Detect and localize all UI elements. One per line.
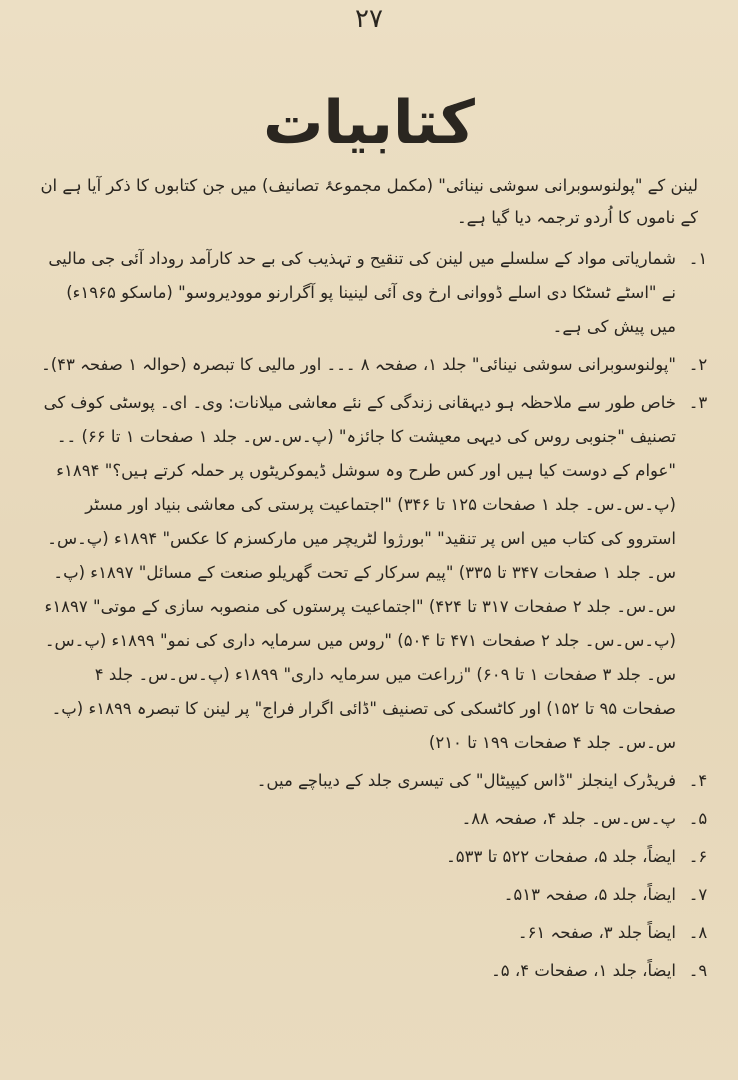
item-number: ۳۔ (688, 393, 708, 412)
item-number: ۶۔ (688, 847, 708, 866)
item-text: ایضاً جلد ۳، صفحہ ۶۱۔ (517, 923, 676, 942)
page-number: ۲۷ (355, 4, 383, 34)
list-item (28, 764, 720, 798)
item-text: ایضاً، جلد ۱، صفحات ۴، ۵۔ (491, 961, 676, 980)
item-number: ۸۔ (688, 923, 708, 942)
bibliography-list (28, 242, 720, 992)
item-number: ۱۔ (688, 249, 708, 268)
item-text: خاص طور سے ملاحظہ ہو دیہقانی زندگی کے نئے معاشی میلانات: وی۔ ای۔ پوسٹی کوف کی تصنیف "جنوبی روس کی دیہی معیشت کا جائزہ" (پ۔س۔س۔ جلد ۱ صفحات ۱ تا ۶۶) ۔۔ "عوام کے دوست کیا ہیں اور کس طرح وہ سوشل ڈیموکریٹوں پر حملہ کرتے ہیں؟" ۱۸۹۴ء (پ۔س۔س۔ جلد ۱ صفحات ۱۲۵ تا ۳۴۶) "اجتماعیت پرستی کی معاشی بنیاد اور مسٹر استروو کی کتاب میں اس پر تنقید" "بورژوا لٹریچر میں مارکسزم کا عکس" ۱۸۹۴ء (پ۔س۔س۔ جلد ۱ صفحات ۳۴۷ تا ۳۳۵) "پیم سرکار کے تحت گھریلو صنعت کے مسائل" ۱۸۹۷ء (پ۔س۔س۔ جلد ۲ صفحات ۳۱۷ تا ۴۲۴) "اجتماعیت پرستوں کی منصوبہ سازی کے موتی" ۱۸۹۷ء (پ۔س۔س۔ جلد ۲ صفحات ۴۷۱ تا ۵۰۴) "روس میں سرمایہ داری کی نمو" ۱۸۹۹ء (پ۔س۔س۔ جلد ۳ صفحات ۱ تا ۶۰۹) "زراعت میں سرمایہ داری" ۱۸۹۹ء (پ۔س۔س۔ جلد ۴ صفحات ۹۵ تا ۱۵۲) اور کاٹسکی کی تصنیف "ڈائی اگرار فراج" پر لینن کا تبصرہ ۱۸۹۹ء (پ۔س۔س۔ جلد ۴ صفحات ۱۹۹ تا ۲۱۰) (43, 393, 676, 752)
list-item (28, 878, 720, 912)
item-text: "پولنوسوبرانی سوشی نینائی" جلد ۱، صفحہ ۸ ۔۔۔ اور مالیی کا تبصرہ (حوالہ ۱ صفحہ ۴۳)۔ (41, 355, 676, 374)
list-item (28, 916, 720, 950)
item-text: فریڈرک اینجلز "ڈاس کیپیٹال" کی تیسری جلد کے دیباچے میں۔ (256, 771, 676, 790)
list-item (28, 802, 720, 836)
list-item (28, 386, 720, 760)
list-item (28, 348, 720, 382)
item-number: ۵۔ (688, 809, 708, 828)
item-number: ۲۔ (688, 355, 708, 374)
intro-paragraph: لینن کے "پولنوسوبرانی سوشی نینائی" (مکمل مجموعۂ تصانیف) میں جن کتابوں کا ذکر آیا ہے ان کے ناموں کا اُردو ترجمہ دیا گیا ہے۔ (40, 176, 698, 227)
list-item (28, 954, 720, 988)
item-number: ۴۔ (688, 771, 708, 790)
item-text: پ۔س۔س۔ جلد ۴، صفحہ ۸۸۔ (461, 809, 676, 828)
list-item (28, 840, 720, 874)
item-text: شماریاتی مواد کے سلسلے میں لینن کی تنقیح و تہذیب کی بے حد کارآمد روداد آئی جی مالیی نے "اسٹے ٹسٹکا دی اسلے ڈووانی ارخ وی آئی لینینا پو آگرارنو موودیروسو" (ماسکو ۱۹۶۵ء) میں پیش کی ہے۔ (48, 249, 676, 336)
item-number: ۷۔ (688, 885, 708, 904)
page-title: کتابیات (263, 88, 475, 158)
item-text: ایضاً، جلد ۵، صفحہ ۵۱۳۔ (503, 885, 676, 904)
item-number: ۹۔ (688, 961, 708, 980)
list-item (28, 242, 720, 344)
item-text: ایضاً، جلد ۵، صفحات ۵۲۲ تا ۵۳۳۔ (446, 847, 676, 866)
